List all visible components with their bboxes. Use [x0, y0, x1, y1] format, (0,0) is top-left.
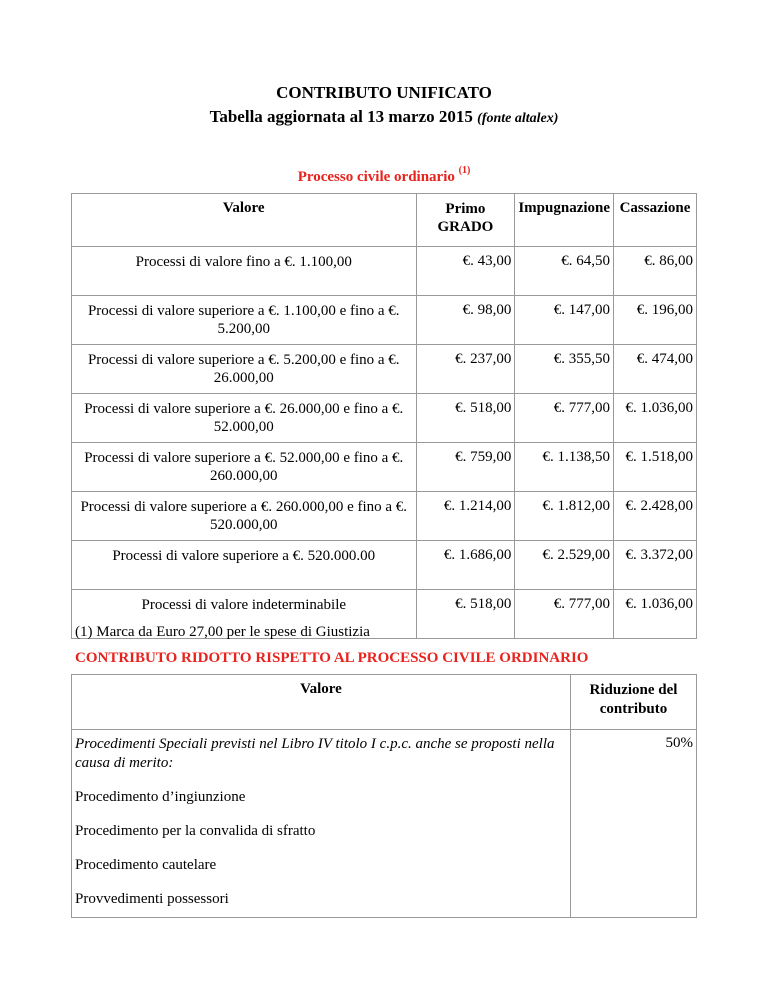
cell-impugnazione: €. 64,50	[515, 247, 614, 296]
cell-impugnazione: €. 777,00	[515, 394, 614, 443]
section-title-ridotto: CONTRIBUTO RIDOTTO RISPETTO AL PROCESSO CIVILE ORDINARIO	[75, 650, 589, 666]
table-row	[72, 296, 697, 345]
cell-primo: €. 237,00	[416, 345, 515, 394]
table-row	[72, 541, 697, 590]
cell-primo: €. 43,00	[416, 247, 515, 296]
table-row	[72, 492, 697, 541]
table-ordinario	[71, 193, 697, 639]
col-header-riduzione: Riduzione del contributo	[571, 675, 697, 730]
list-item: Procedimento d’ingiunzione	[75, 789, 246, 805]
row-label: Processi di valore indeterminabile	[72, 590, 417, 639]
cell-riduzione: 50%	[571, 730, 697, 918]
procedimenti-intro: Procedimenti Speciali previsti nel Libro IV titolo I c.p.c. anche se proposti nella causa di merito:	[75, 736, 555, 771]
cell-primo: €. 759,00	[416, 443, 515, 492]
document-title: CONTRIBUTO UNIFICATO	[276, 83, 492, 102]
source-note: (fonte altalex)	[477, 111, 559, 126]
cell-primo: €. 518,00	[416, 394, 515, 443]
list-item: Procedimento cautelare	[75, 857, 217, 873]
cell-cassazione: €. 1.036,00	[614, 394, 697, 443]
cell-impugnazione: €. 1.812,00	[515, 492, 614, 541]
cell-impugnazione: €. 355,50	[515, 345, 614, 394]
cell-cassazione: €. 474,00	[614, 345, 697, 394]
list-item: Provvedimenti possessori	[75, 891, 229, 907]
cell-impugnazione: €. 777,00	[515, 590, 614, 639]
cell-impugnazione: €. 147,00	[515, 296, 614, 345]
row-valore	[72, 730, 571, 918]
table-row	[72, 443, 697, 492]
col-header-valore: Valore	[72, 194, 417, 247]
table-row	[72, 730, 697, 918]
row-label: Processi di valore superiore a €. 52.000,00 e fino a €. 260.000,00	[72, 443, 417, 492]
table-row	[72, 394, 697, 443]
cell-primo: €. 518,00	[416, 590, 515, 639]
section-title-text: Processo civile ordinario	[297, 169, 455, 185]
table-row	[72, 345, 697, 394]
section-title-ordinario	[0, 167, 768, 186]
row-label: Processi di valore superiore a €. 5.200,00 e fino a €. 26.000,00	[72, 345, 417, 394]
row-label: Processi di valore superiore a €. 520.000.00	[72, 541, 417, 590]
cell-primo: €. 98,00	[416, 296, 515, 345]
col-header-cassazione: Cassazione	[614, 194, 697, 247]
cell-cassazione: €. 1.036,00	[614, 590, 697, 639]
list-item: Procedimento per la convalida di sfratto	[75, 823, 316, 839]
col-header-valore: Valore	[72, 675, 571, 730]
footnote: (1) Marca da Euro 27,00 per le spese di Giustizia	[75, 624, 370, 640]
row-label: Processi di valore superiore a €. 1.100,00 e fino a €. 5.200,00	[72, 296, 417, 345]
cell-cassazione: €. 2.428,00	[614, 492, 697, 541]
document-subtitle	[0, 107, 768, 127]
cell-primo: €. 1.686,00	[416, 541, 515, 590]
row-label: Processi di valore superiore a €. 26.000,00 e fino a €. 52.000,00	[72, 394, 417, 443]
subtitle-text: Tabella aggiornata al 13 marzo 2015	[209, 107, 473, 126]
cell-cassazione: €. 86,00	[614, 247, 697, 296]
table-header-row	[72, 675, 697, 730]
cell-cassazione: €. 1.518,00	[614, 443, 697, 492]
table-ridotto	[71, 674, 697, 918]
row-label: Processi di valore fino a €. 1.100,00	[72, 247, 417, 296]
table-row	[72, 247, 697, 296]
table-header-row	[72, 194, 697, 247]
row-label: Processi di valore superiore a €. 260.000,00 e fino a €. 520.000,00	[72, 492, 417, 541]
cell-primo: €. 1.214,00	[416, 492, 515, 541]
col-header-impugnazione: Impugnazione	[515, 194, 614, 247]
col-header-primo-grado: Primo GRADO	[416, 194, 515, 247]
cell-impugnazione: €. 2.529,00	[515, 541, 614, 590]
cell-cassazione: €. 196,00	[614, 296, 697, 345]
cell-impugnazione: €. 1.138,50	[515, 443, 614, 492]
footnote-ref: (1)	[458, 165, 471, 176]
cell-cassazione: €. 3.372,00	[614, 541, 697, 590]
